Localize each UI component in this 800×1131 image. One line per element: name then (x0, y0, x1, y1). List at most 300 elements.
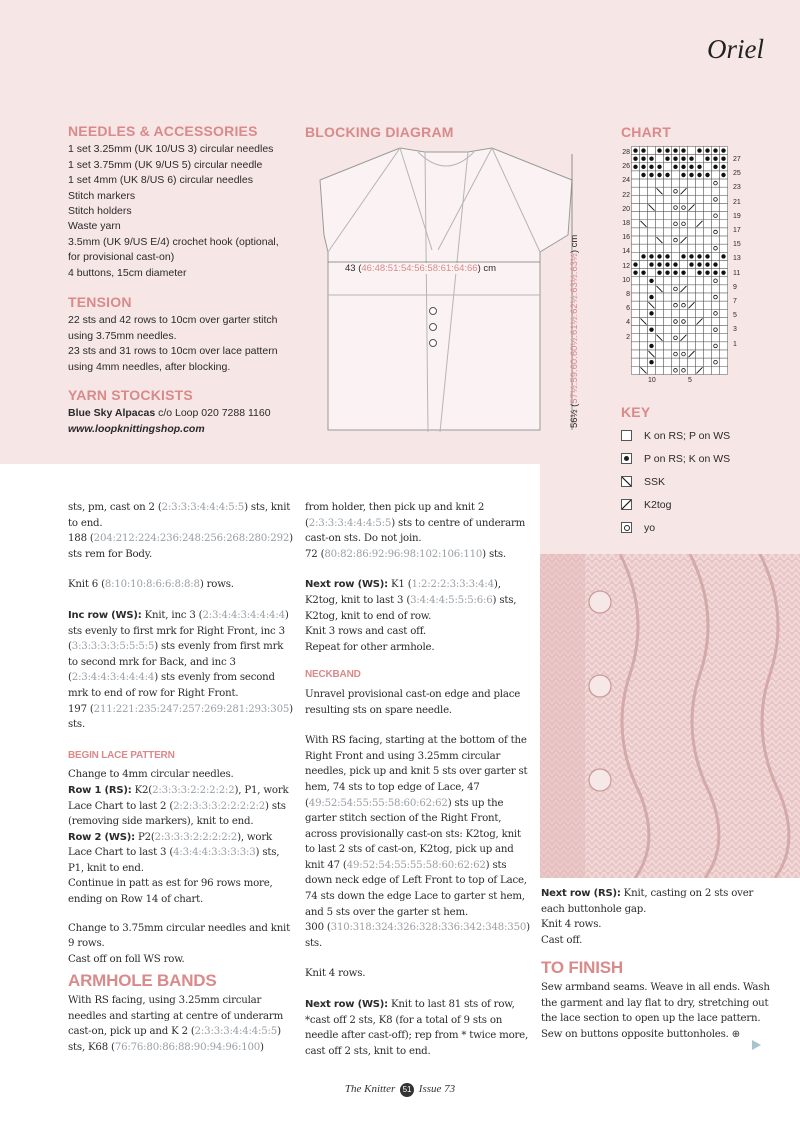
chart-cell (665, 173, 669, 177)
chart-cell (680, 195, 688, 203)
chart-cell (641, 148, 645, 152)
needles-heading: NEEDLES & ACCESSORIES (68, 123, 258, 139)
chart-cell (688, 269, 696, 277)
chart-cell (649, 157, 653, 161)
chart-row-number: 26 (622, 163, 630, 171)
chart-cell (648, 212, 656, 220)
chart-row-number: 22 (622, 191, 630, 199)
chart-cell (640, 203, 648, 211)
chart-cell (649, 344, 653, 348)
needles-line: 1 set 3.25mm (UK 10/US 3) circular needles (68, 143, 274, 156)
chart-cell (640, 334, 648, 342)
chart-cell (632, 293, 640, 301)
chart-cell (705, 148, 709, 152)
chart-cell (681, 157, 685, 161)
chart-row-number: 27 (733, 156, 741, 163)
chart-cell (688, 317, 696, 325)
chart-cell (656, 195, 664, 203)
chart-cell (649, 173, 653, 177)
chart-cell (664, 358, 672, 366)
chart-cell (672, 350, 680, 358)
chart-cell (680, 301, 688, 309)
chart-cell (672, 203, 680, 211)
chart-cell (704, 317, 712, 325)
chart-cell (696, 277, 704, 285)
stockists-section (68, 388, 298, 437)
chart-cell (672, 309, 680, 317)
chart-cell (704, 195, 712, 203)
chart-cell (704, 301, 712, 309)
chart-cell (713, 165, 717, 169)
key-item: K2tog (621, 493, 730, 516)
chart-cell (721, 254, 725, 258)
chart-cell (720, 212, 728, 220)
chart-bottom-number: 5 (688, 377, 692, 384)
stockist-url[interactable]: www.loopknittingshop.com (68, 422, 205, 435)
chart-cell (672, 366, 680, 374)
chart-cell (720, 326, 728, 334)
chart-cell (712, 350, 720, 358)
chart-cell (720, 195, 728, 203)
chart-cell (648, 195, 656, 203)
chart-row-number: 2 (626, 333, 630, 341)
chart-cell (688, 366, 696, 374)
chart-cell (720, 293, 728, 301)
chart-cell (640, 342, 648, 350)
chart-cell (672, 171, 680, 179)
chart-cell (648, 366, 656, 374)
chart-cell (672, 228, 680, 236)
chart-cell (688, 220, 696, 228)
column-2: from holder, then pick up and knit 2 (2:3:3:3:4:4:4:5:5) sts to centre of underarm cast-on sts. Do not join. 72 (80:82:86:92:96:98:102:106:110) sts. Next row (WS): K1 (1:2:2:2:3:3:3:4:4), K2tog, knit to last 3 (3:4:4:4:5:5:5:6:6) sts, K2tog, knit to end of row. Knit 3 rows and cast off. Repeat for other armhole. NECKBAND Unravel provisional cast-on edge and place resulting sts on spare needle. With RS facing, starting at the bottom of the Right Front and using 3.25mm circular needles, pick up and knit 5 sts over garter st hem, 74 sts to top edge of Lace, 47 (49:52:54:55:55:58:60:62:62) sts up the garter stitch section of the Right Front, across provisionally cast-on sts: K2tog, knit to last 2 sts of cast-on, K2tog, pick up and knit 47 (49:52:54:55:55:58:60:62:62) sts down neck edge of Left Front to top of Lace, 74 sts down the edge Lace to garter st hem, and 5 sts over the garter st hem. 300 (310:318:324:326:328:336:342:348:350) sts. Knit 4 rows. Next row (WS): Knit to last 81 sts of row, *cast off 2 sts, K8 (for a total of 9 sts on needle after cast-off); rep from * twice more, cast off 2 sts, knit to end. (305, 502, 530, 1057)
chart-cell (673, 165, 677, 169)
chart-cell (713, 270, 717, 274)
chart-cell (640, 244, 648, 252)
chart-cell (689, 254, 693, 258)
chart-cell (640, 187, 648, 195)
chart-cell (720, 260, 728, 268)
chart-cell (704, 220, 712, 228)
chart-cell (712, 179, 720, 187)
key-item: K on RS; P on WS (621, 424, 730, 447)
chart-cell (632, 358, 640, 366)
chart-cell (712, 252, 720, 260)
chart-cell (632, 244, 640, 252)
chart-cell (665, 148, 669, 152)
chart-cell (673, 148, 677, 152)
chart-cell (712, 358, 720, 366)
chart-cell (664, 334, 672, 342)
chart-cell (712, 236, 720, 244)
knit-symbol-icon (621, 430, 632, 441)
chart-cell (640, 236, 648, 244)
chart-cell (680, 366, 688, 374)
chart-cell (680, 350, 688, 358)
ssk-symbol-icon (621, 476, 632, 487)
chart-cell (696, 244, 704, 252)
chart-cell (696, 236, 704, 244)
chart-cell (713, 148, 717, 152)
chart-cell (696, 358, 704, 366)
chart-cell (656, 317, 664, 325)
chart-row-number: 1 (733, 340, 737, 348)
chart-cell (657, 270, 661, 274)
chart-cell (664, 179, 672, 187)
blocking-heading: BLOCKING DIAGRAM (305, 124, 454, 140)
chart-cell (704, 203, 712, 211)
chart-cell (649, 262, 653, 266)
neckband-subheading: NECKBAND (305, 669, 361, 681)
chart-row-number: 17 (733, 227, 741, 235)
chart-cell (713, 157, 717, 161)
chart-cell (704, 350, 712, 358)
chart-cell (640, 350, 648, 358)
chart-cell (672, 236, 680, 244)
chart-cell (680, 179, 688, 187)
chart-cell (712, 171, 720, 179)
chart-cell (656, 155, 664, 163)
tension-line: using 4mm needles, after blocking. (68, 360, 231, 373)
chart-cell (720, 228, 728, 236)
chart-cell (681, 173, 685, 177)
chart-row-number: 19 (733, 212, 741, 220)
chart-cell (696, 301, 704, 309)
chart-cell (640, 179, 648, 187)
chart-cell (648, 179, 656, 187)
chart-cell (704, 366, 712, 374)
chart-left-numbers (616, 146, 630, 345)
key-item: SSK (621, 470, 730, 493)
chart-heading: CHART (621, 124, 671, 140)
chart-cell (656, 342, 664, 350)
chart-cell (656, 326, 664, 334)
chart-cell (664, 203, 672, 211)
chart-cell (640, 228, 648, 236)
chart-cell (680, 260, 688, 268)
chart-cell (680, 228, 688, 236)
chart-cell (672, 293, 680, 301)
key-item: P on RS; K on WS (621, 447, 730, 470)
chart-cell (705, 270, 709, 274)
chart-cell (705, 173, 709, 177)
chart-cell (720, 179, 728, 187)
chart-cell (712, 220, 720, 228)
chart-cell (648, 147, 656, 155)
chart-cell (656, 203, 664, 211)
chart-cell (672, 244, 680, 252)
chart-cell (641, 157, 645, 161)
stockist-detail: c/o Loop 020 7288 1160 (155, 407, 271, 420)
chart-cell (657, 254, 661, 258)
chart-cell (697, 262, 701, 266)
needles-line: 4 buttons, 15cm diameter (68, 266, 187, 279)
chart-cell (696, 187, 704, 195)
chart-cell (673, 270, 677, 274)
chart-cell (712, 334, 720, 342)
footer: The Knitter 51 Issue 73 (344, 1083, 456, 1095)
chart-cell (681, 254, 685, 258)
blocking-diagram (300, 140, 600, 460)
chart-cell (712, 212, 720, 220)
chart-cell (696, 334, 704, 342)
chart-cell (696, 293, 704, 301)
chart-cell (705, 262, 709, 266)
chart-cell (633, 148, 637, 152)
chart-cell (648, 334, 656, 342)
chart-cell (648, 236, 656, 244)
chart-cell (696, 342, 704, 350)
chart-cell (712, 228, 720, 236)
chart-cell (648, 187, 656, 195)
chart-bottom-number: 10 (648, 377, 656, 384)
chart-cell (680, 220, 688, 228)
stockists-heading: YARN STOCKISTS (68, 387, 193, 403)
chart-cell (696, 212, 704, 220)
chart-cell (720, 309, 728, 317)
chart-cell (664, 187, 672, 195)
key-heading: KEY (621, 404, 651, 420)
chart-cell (672, 342, 680, 350)
chart-cell (696, 179, 704, 187)
chart-cell (704, 285, 712, 293)
key-item: yo (621, 516, 730, 539)
needles-line: Stitch markers (68, 189, 136, 202)
chart-cell (696, 228, 704, 236)
next-page-arrow-icon[interactable] (752, 1040, 761, 1050)
chart-cell (632, 171, 640, 179)
chart-cell (712, 342, 720, 350)
chart-cell (664, 163, 672, 171)
chart-cell (648, 269, 656, 277)
chart-cell (712, 187, 720, 195)
chart-cell (712, 195, 720, 203)
chart-cell (697, 254, 701, 258)
chart-cell (664, 212, 672, 220)
chart-cell (673, 262, 677, 266)
chart-cell (657, 173, 661, 177)
chart-cell (680, 244, 688, 252)
chart-cell (649, 360, 653, 364)
chart-cell (656, 309, 664, 317)
chart-cell (664, 366, 672, 374)
chart-cell (688, 179, 696, 187)
chart-cell (641, 254, 645, 258)
chart-cell (713, 262, 717, 266)
chart-cell (641, 270, 645, 274)
needles-line: Stitch holders (68, 205, 132, 218)
chart-cell (688, 187, 696, 195)
chart-cell (656, 228, 664, 236)
chart-cell (656, 179, 664, 187)
diagram-buttons (430, 308, 437, 347)
chart-cell (681, 270, 685, 274)
chart-cell (697, 148, 701, 152)
chart-cell (656, 350, 664, 358)
k2tog-symbol-icon (621, 499, 632, 510)
chart-cell (696, 203, 704, 211)
chart-row-number: 6 (626, 305, 630, 313)
chart-cell (633, 262, 637, 266)
chart-cell (689, 262, 693, 266)
lace-knit-image (540, 554, 800, 878)
chart-cell (656, 244, 664, 252)
chart-cell (712, 277, 720, 285)
chart-cell (672, 220, 680, 228)
chart-cell (656, 366, 664, 374)
chart-right-numbers (733, 153, 747, 352)
chart-cell (657, 148, 661, 152)
chart-cell (712, 309, 720, 317)
chart-cell (656, 277, 664, 285)
tension-line: using 3.75mm needles. (68, 329, 177, 342)
chart-cell (632, 326, 640, 334)
chart-cell (680, 326, 688, 334)
lace-subheading: BEGIN LACE PATTERN (68, 749, 175, 761)
tension-section (68, 295, 298, 375)
chart-cell (632, 309, 640, 317)
chart-cell (720, 220, 728, 228)
chart-cell (632, 285, 640, 293)
chart-cell (680, 309, 688, 317)
tension-heading: TENSION (68, 294, 132, 310)
chart-cell (648, 285, 656, 293)
chart-row-number: 21 (733, 198, 741, 206)
chart-cell (640, 277, 648, 285)
chart-cell (664, 317, 672, 325)
chart-cell (649, 279, 653, 283)
armhole-heading: ARMHOLE BANDS (68, 971, 217, 991)
chart-cell (656, 212, 664, 220)
chart-cell (712, 317, 720, 325)
chart-cell (720, 301, 728, 309)
chart-cell (696, 195, 704, 203)
chart-cell (712, 285, 720, 293)
chart-cell (720, 236, 728, 244)
chart-cell (632, 277, 640, 285)
chart-row-number: 9 (733, 283, 737, 291)
needles-section (68, 124, 298, 281)
chart-cell (648, 228, 656, 236)
yo-symbol-icon (621, 522, 632, 533)
chart-cell (680, 358, 688, 366)
chart-cell (720, 358, 728, 366)
chart-cell (664, 277, 672, 285)
chart-row-number: 13 (733, 255, 741, 263)
chart-cell (664, 309, 672, 317)
chart-cell (672, 358, 680, 366)
chart-cell (648, 220, 656, 228)
chart-cell (689, 173, 693, 177)
chart-row-number: 5 (733, 312, 737, 320)
chart-cell (720, 350, 728, 358)
chart-cell (696, 326, 704, 334)
chart-cell (632, 252, 640, 260)
chart-cell (720, 334, 728, 342)
chart-cell (680, 317, 688, 325)
chart-cell (673, 157, 677, 161)
chart-cell (632, 195, 640, 203)
chart-row-number: 4 (626, 319, 630, 327)
chart-cell (664, 220, 672, 228)
chart-cell (688, 236, 696, 244)
chart-row-number: 18 (622, 220, 630, 228)
chart-cell (657, 165, 661, 169)
chart-cell (649, 327, 653, 331)
page-title: Oriel (707, 34, 764, 64)
chart-cell (664, 342, 672, 350)
chart-cell (648, 244, 656, 252)
needles-line: for provisional cast-on) (68, 251, 175, 264)
chart-cell (633, 165, 637, 169)
chart-cell (720, 277, 728, 285)
chart-cell (640, 293, 648, 301)
chart-cell (696, 155, 704, 163)
chart-cell (697, 173, 701, 177)
chart-cell (672, 326, 680, 334)
chart-cell (704, 179, 712, 187)
chart-cell (704, 187, 712, 195)
chart-cell (720, 342, 728, 350)
chart-cell (632, 366, 640, 374)
chart-cell (704, 358, 712, 366)
chart-cell (705, 254, 709, 258)
tension-line: 22 sts and 42 rows to 10cm over garter stitch (68, 314, 278, 327)
chart-cell (672, 195, 680, 203)
chart-cell (664, 195, 672, 203)
column-1: sts, pm, cast on 2 (2:3:3:3:4:4:4:5:5) sts, knit to end. 188 (204:212:224:236:248:256:268:280:292) sts rem for Body. Knit 6 (8:10:10:8:6:6:8:8:8) rows. Inc row (WS): Knit, inc 3 (2:3:4:4:3:4:4:4:4) sts evenly to first mrk for Right Front, inc 3 (3:3:3:3:3:5:5:5:5) sts evenly from first mrk to second mrk for Back, and inc 3 (2:3:4:4:3:4:4:4:4) sts evenly from second mrk to end of row for Right Front. 197 (211:221:235:247:257:269:281:293:305) sts. BEGIN LACE PATTERN Change to 4mm circular needles. Row 1 (RS): K2(2:3:3:3:2:2:2:2:2), P1, work Lace Chart to last 2 (2:2:3:3:3:2:2:2:2:2) sts (removing side markers), knit to end. Row 2 (WS): P2(2:3:3:3:2:2:2:2:2), work Lace Chart to last 3 (4:3:4:4:3:3:3:3:3) sts, P1, knit to end. Continue in patt as est for 96 rows more, ending on Row 14 of chart. Change to 3.75mm circular needles and knit 9 rows. Cast off on foll WS row. ARMHOLE BANDS With RS facing, using 3.25mm circular needles and starting at centre of underarm cast-on, pick up and K 2 (2:3:3:3:4:4:4:5:5) sts, K68 (76:76:80:86:88:90:94:96:100) (68, 500, 296, 1070)
chart-cell (632, 203, 640, 211)
chart-cell (680, 203, 688, 211)
chart-cell (712, 301, 720, 309)
tension-line: 23 sts and 31 rows to 10cm over lace pattern (68, 345, 278, 358)
chart-cell (664, 301, 672, 309)
chart-cell (704, 293, 712, 301)
chart-cell (720, 203, 728, 211)
chart-cell (704, 244, 712, 252)
chart-cell (688, 293, 696, 301)
chart-cell (664, 350, 672, 358)
chart-cell (649, 254, 653, 258)
chart-cell (664, 228, 672, 236)
chart-row-number: 23 (733, 184, 741, 192)
chart-cell (704, 228, 712, 236)
chart-cell (665, 262, 669, 266)
chart-cell (672, 317, 680, 325)
chart-cell (672, 179, 680, 187)
chart-row-number: 24 (622, 177, 630, 185)
chart-cell (688, 212, 696, 220)
needles-line: 1 set 4mm (UK 8/US 6) circular needles (68, 174, 253, 187)
chart-cell (697, 270, 701, 274)
chart-cell (688, 244, 696, 252)
chart-cell (664, 326, 672, 334)
chart-cell (688, 326, 696, 334)
chart-cell (704, 334, 712, 342)
chart-cell (696, 309, 704, 317)
chart-cell (721, 173, 725, 177)
chart-cell (689, 157, 693, 161)
width-measurement: 43 (46:48:51:54:56:58:61:64:66) cm (345, 263, 497, 274)
chart-cell (688, 147, 696, 155)
chart-cell (720, 187, 728, 195)
chart-cell (632, 220, 640, 228)
chart-cell (640, 285, 648, 293)
chart-cell (632, 228, 640, 236)
chart-cell (697, 165, 701, 169)
chart-cell (632, 187, 640, 195)
chart-row-number: 7 (733, 298, 737, 306)
chart-cell (681, 165, 685, 169)
